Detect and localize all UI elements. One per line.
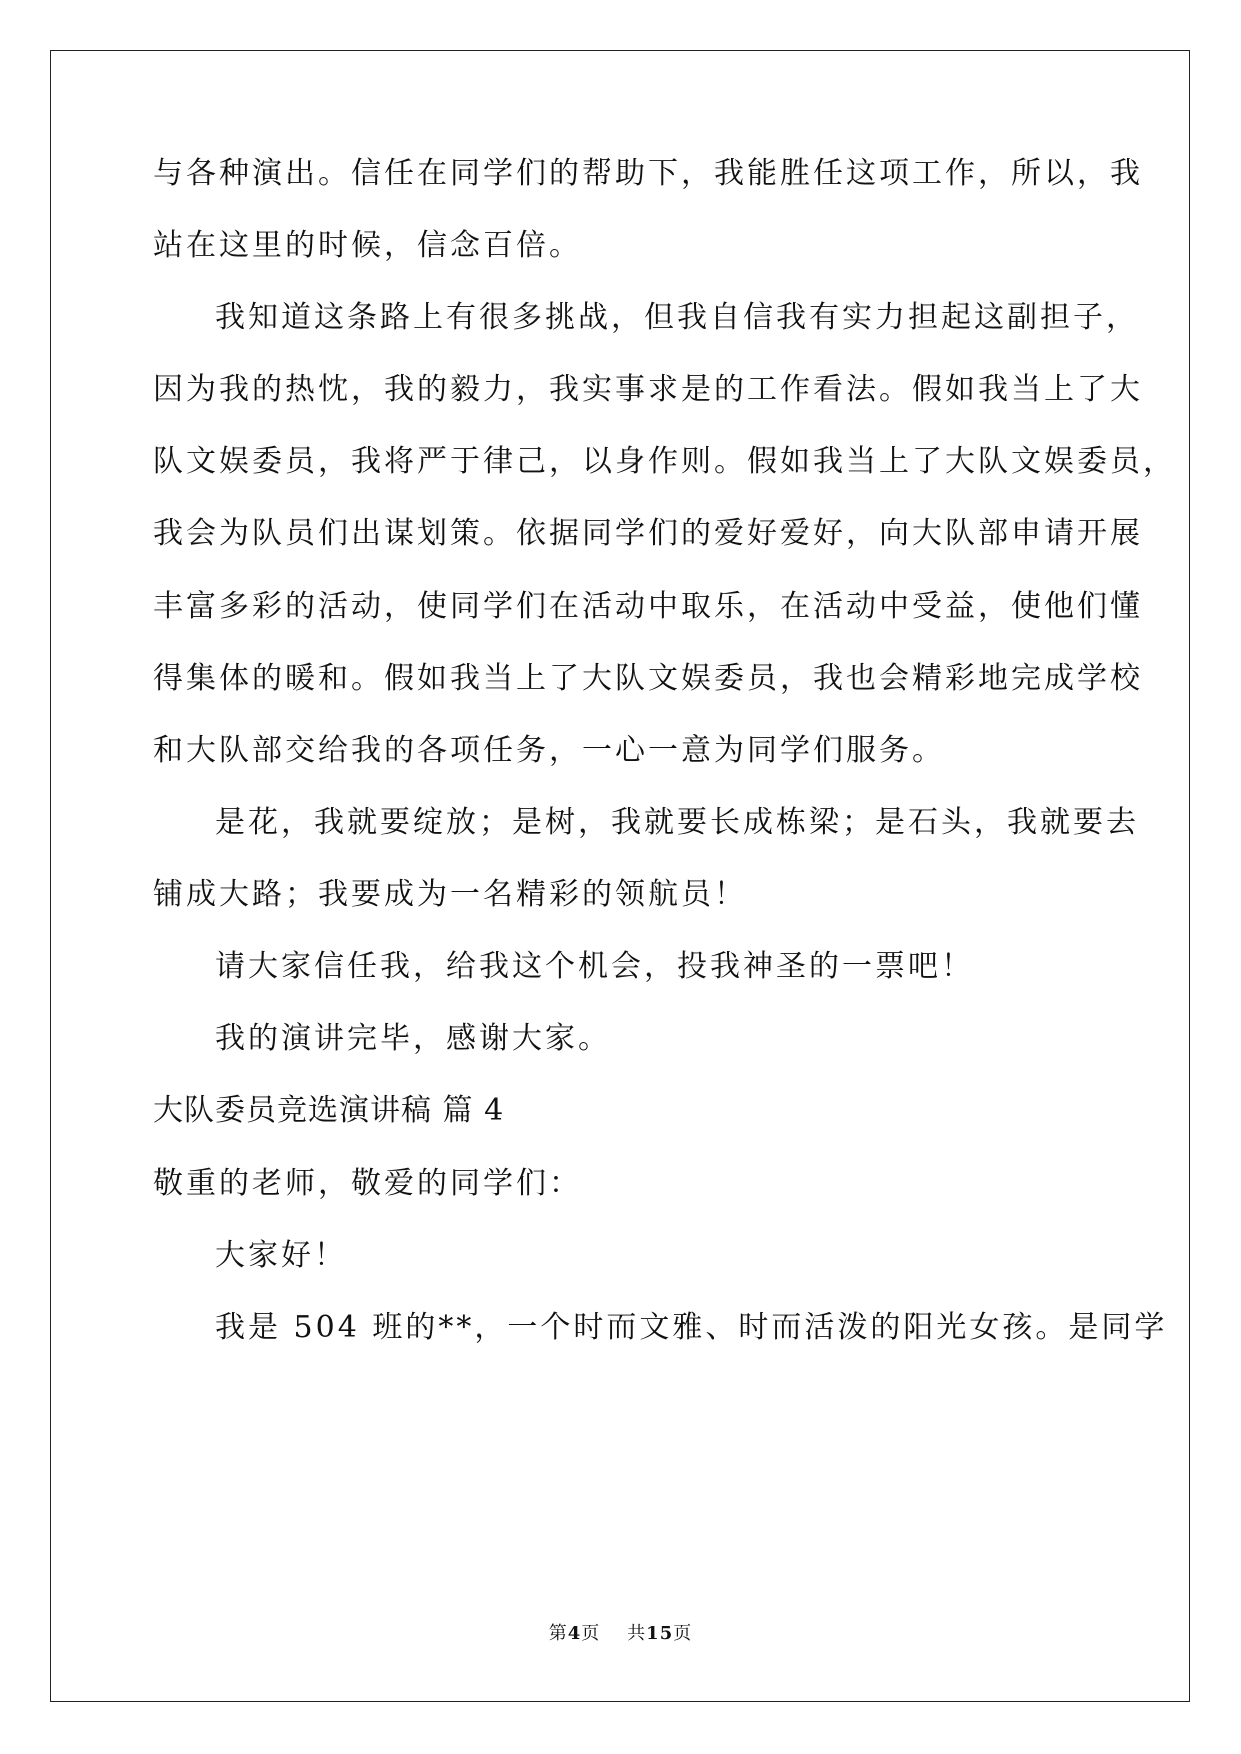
body-line: 铺成大路；我要成为一名精彩的领航员！ [153,877,747,912]
body-line: 我知道这条路上有很多挑战，但我自信我有实力担起这副担子， [215,300,1139,335]
page-prefix: 第 [548,1623,568,1644]
total-pages: 15 [646,1623,674,1644]
body-line: 站在这里的时候，信念百倍。 [153,228,582,263]
page-footer [0,1622,1241,1646]
body-line: 我会为队员们出谋划策。依据同学们的爱好爱好，向大队部申请开展 [153,516,1143,551]
body-line: 与各种演出。信任在同学们的帮助下，我能胜任这项工作，所以，我 [153,156,1143,191]
total-prefix: 共 [627,1623,647,1644]
body-line: 丰富多彩的活动，使同学们在活动中取乐，在活动中受益，使他们懂 [153,589,1143,624]
page-suffix: 页 [581,1623,601,1644]
body-line: 请大家信任我，给我这个机会，投我神圣的一票吧！ [215,949,974,984]
body-line: 得集体的暖和。假如我当上了大队文娱委员，我也会精彩地完成学校 [153,661,1143,696]
page-number: 4 [567,1623,582,1644]
body-line: 队文娱委员，我将严于律己，以身作则。假如我当上了大队文娱委员， [153,444,1176,479]
total-suffix: 页 [673,1623,693,1644]
body-line: 我是 504 班的**，一个时而文雅、时而活泼的阳光女孩。是同学 [215,1310,1168,1345]
greeting: 大家好！ [215,1238,347,1273]
body-line: 是花，我就要绽放；是树，我就要长成栋梁；是石头，我就要去 [215,805,1139,840]
section-heading: 大队委员竞选演讲稿 篇 4 [153,1093,505,1128]
body-line: 和大队部交给我的各项任务，一心一意为同学们服务。 [153,733,945,768]
body-line: 我的演讲完毕，感谢大家。 [215,1021,611,1056]
body-line: 因为我的热忱，我的毅力，我实事求是的工作看法。假如我当上了大 [153,372,1143,407]
salutation: 敬重的老师，敬爱的同学们： [153,1166,582,1201]
